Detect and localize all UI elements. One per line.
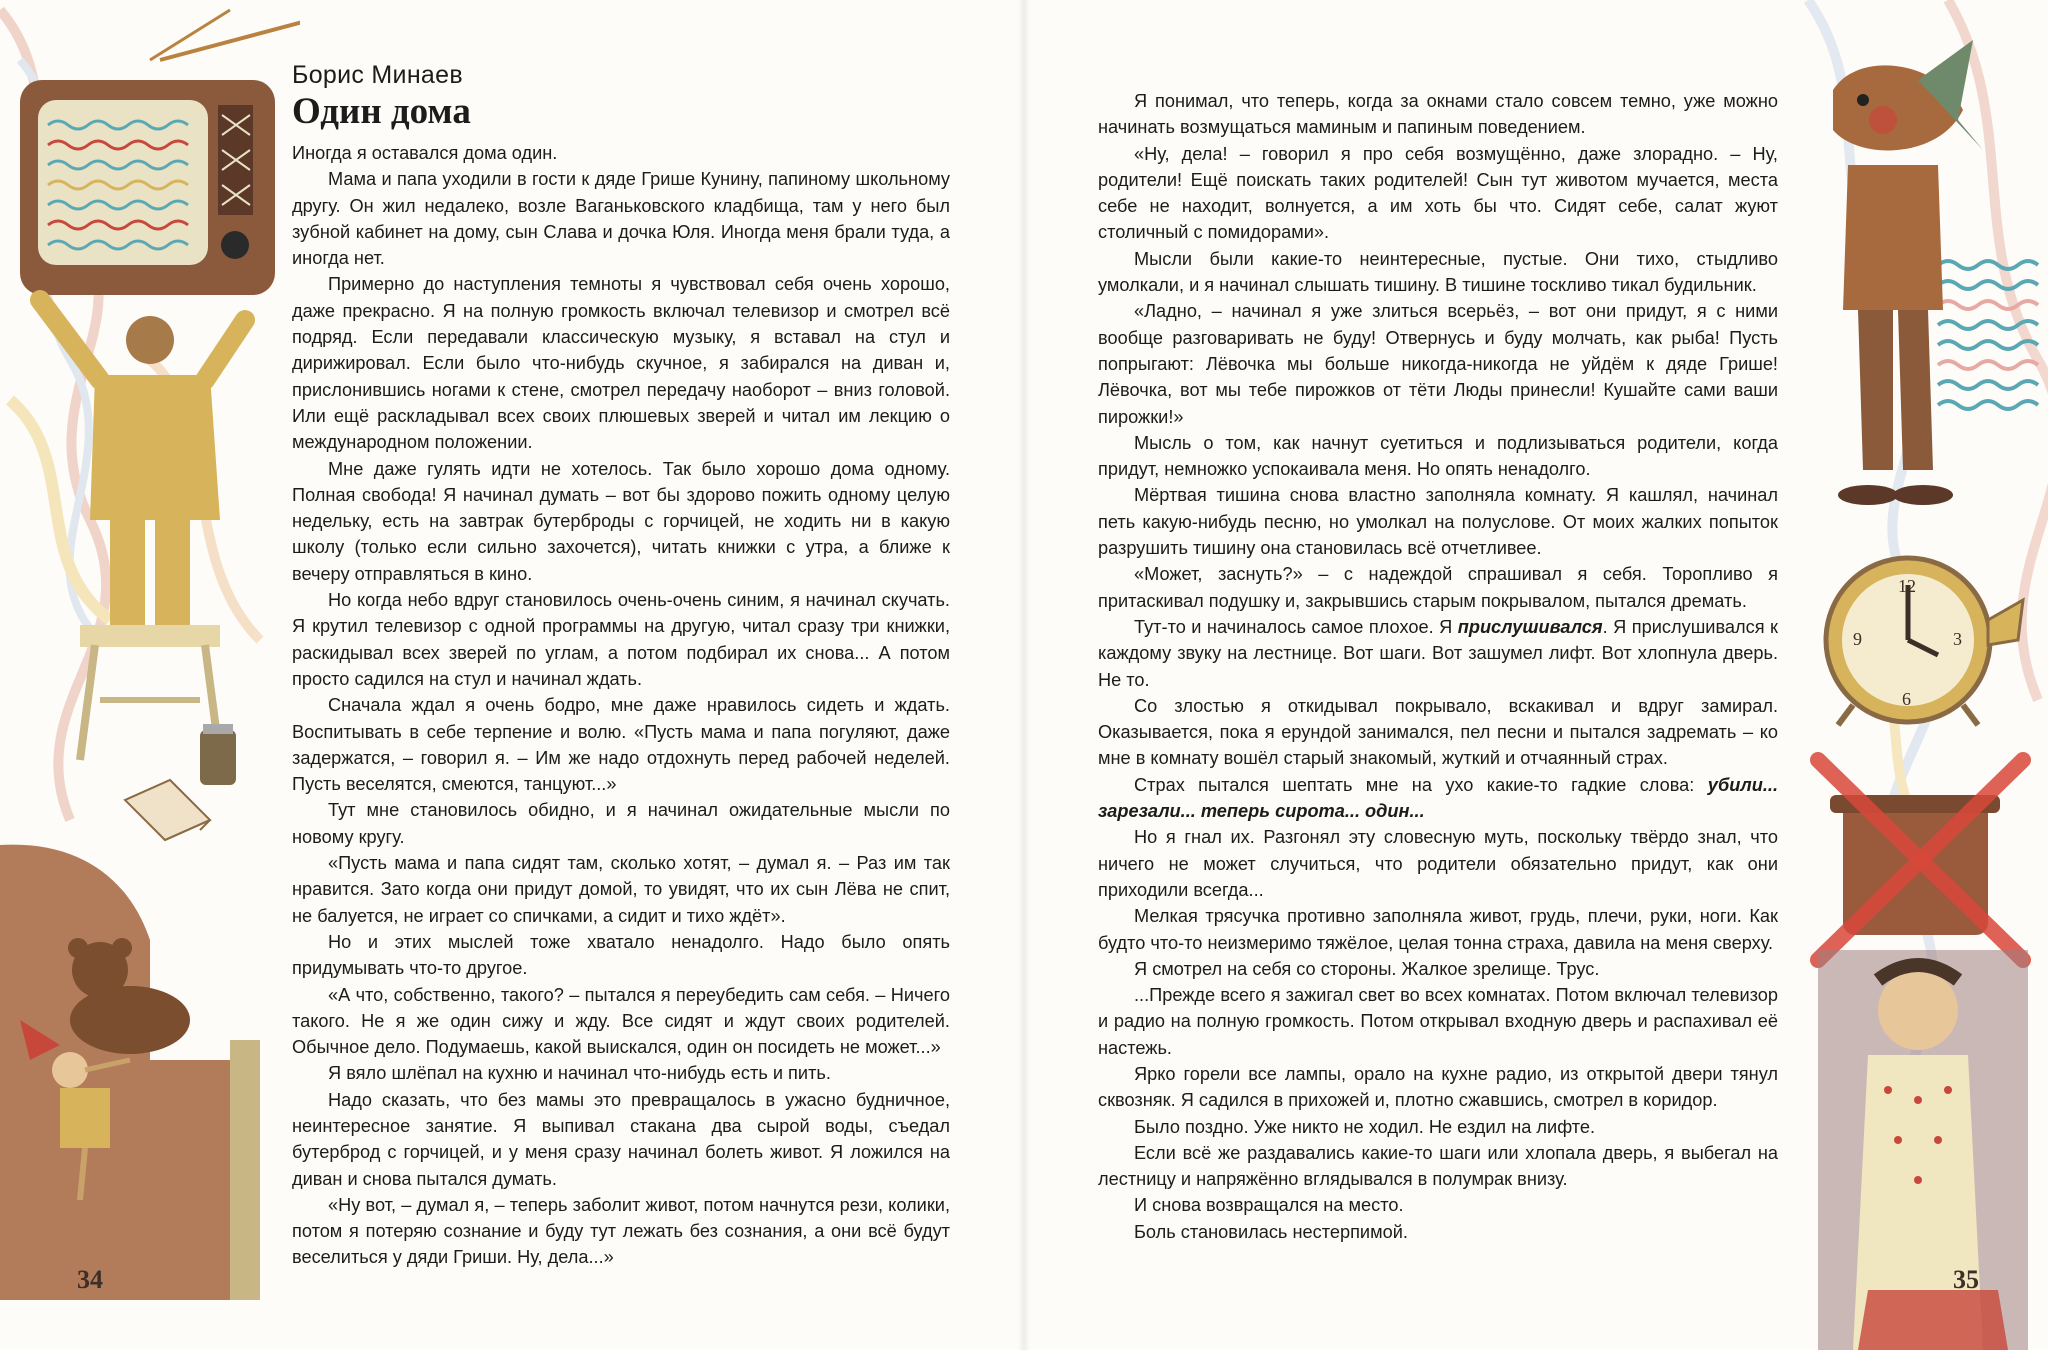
- paragraph: «А что, собственно, такого? – пытался я переубедить сам себя. – Ничего такого. Не я же один сижу и жду. Все сидят и ждут своих родителей. Обычное дело. Подумаешь, какой выискался, один он посидеть не может...»: [292, 984, 950, 1058]
- paragraph: Но и этих мыслей тоже хватало ненадолго. Надо было опять придумывать что-то другое.: [292, 931, 950, 979]
- paragraph: Тут-то и начиналось самое плохое. Я прислушивался. Я прислушивался к каждому звуку на лестнице. Вот шаги. Вот зашумел лифт. Вот хлопнула дверь. Не то.: [1098, 616, 1779, 690]
- paragraph: Я смотрел на себя со стороны. Жалкое зрелище. Трус.: [1134, 958, 1600, 979]
- paragraph: Я вяло шлёпал на кухню и начинал что-нибудь есть и пить.: [328, 1063, 831, 1084]
- paragraph: Со злостью я откидывал покрывало, вскакивал и вдруг замирал. Оказывается, пока я ерундой занимался, пел песни и пытался задремать – ко мне в комнату вошёл старый знакомый, жуткий и отчаянный страх.: [1098, 695, 1778, 769]
- fish-headed-boy-icon: [1833, 40, 1983, 505]
- paragraph: Тут мне становилось обидно, и я начинал ожидательные мысли по новому кругу.: [292, 800, 950, 847]
- left-illustration: [0, 0, 300, 1350]
- paragraph: Мысль о том, как начнут суетиться и подлизываться родители, когда придут, немножко успокаивала меня. Но опять ненадолго.: [1098, 432, 1778, 480]
- right-paragraphs: [1098, 88, 1778, 1245]
- right-page: [1024, 0, 2048, 1350]
- paragraph: Но я гнал их. Разгонял эту словесную муть, поскольку твёрдо знал, что ничего не может случиться, что родители обязательно придут, как они приходили всегда...: [1098, 827, 1778, 900]
- paragraph: Но когда небо вдруг становилось очень-очень синим, я начинал скучать. Я крутил телевизор с одной программы на другую, читал сразу три книжки, раскидывал всех зверей по углам, а потом подбирал их снова... А потом просто садился на стул и начинал ждать.: [292, 590, 950, 689]
- alarm-clock-icon: [1826, 558, 2023, 725]
- paragraph: Надо сказать, что без мамы это превращалось в ужасно будничное, неинтересное занятие. Я выпивал стакана два сырой воды, съедал бутерброд с горчицей, и у меня сразу начинал болеть живот. Я ложился на диван и снова пытался думать.: [292, 1089, 950, 1189]
- svg-text:3: 3: [1953, 629, 1962, 649]
- author-name: Борис Минаев: [292, 61, 463, 89]
- left-paragraphs: [292, 140, 950, 1271]
- paragraph: Мама и папа уходили в гости к дяде Грише Кунину, папиному школьному другу. Он жил недалеко, возле Ваганьковского кладбища, там у него был зубной кабинет на дому, сын Слава и дочка Юля. Иногда меня брали туда, а иногда нет.: [292, 169, 950, 269]
- paragraph: ...Прежде всего я зажигал свет во всех комнатах. Потом включал телевизор и радио на полную громкость. Потом открывал входную дверь и распахивал её настежь.: [1098, 985, 1778, 1058]
- paragraph: Боль становилась нестерпимой.: [1134, 1221, 1408, 1242]
- paragraph: Было поздно. Уже никто не ходил. Не ездил на лифте.: [1134, 1116, 1596, 1137]
- page-number-left: 34: [77, 1265, 103, 1294]
- paragraph: «Ладно, – начинал я уже злиться всерьёз, – вот они придут, я с ними вообще разговаривать не буду! Отвернусь и буду молчать, как рыба! Пусть попрыгают: Лёвочка мы больше никогда-никогда не уйдём к дяде Грише! Лёвочка, вот мы тебе пирожков от тёти Люды принесли! Кушайте сами ваши пирожки!»: [1098, 301, 1778, 427]
- paragraph: Мысли были какие-то неинтересные, пустые. Они тихо, стыдливо умолкали, и я начинал слышать тишину. В тишине тоскливо тикал будильник.: [1098, 248, 1778, 296]
- paragraph: Мёртвая тишина снова властно заполняла комнату. Я кашлял, начинал петь какую-нибудь песню, но умолкал на полуслове. От моих жалких попыток разрушить тишину она становилась всё отчетливее.: [1098, 485, 1778, 559]
- open-book-icon: [125, 780, 210, 840]
- paragraph: Иногда я оставался дома один.: [292, 143, 558, 163]
- paragraph: Страх пытался шептать мне на ухо какие-то гадкие слова: убили... зарезали... теперь сирота... один...: [1098, 774, 1778, 822]
- paragraph: Мне даже гулять идти не хотелось. Так было хорошо дома одному. Полная свобода! Я начинал думать – вот бы здорово пожить одному целую недельку, есть на завтрак бутерброды с горчицей, не ходить ни в какую школу (только если сильно захочется), читать книжки с утра, а ближе к вечеру отправляться в кино.: [292, 458, 950, 584]
- paragraph: Я понимал, что теперь, когда за окнами стало совсем темно, уже можно начинать возмущаться маминым и папиным поведением.: [1098, 91, 1778, 138]
- book-gutter: [1018, 0, 1030, 1350]
- story-title: Один дома: [292, 91, 471, 132]
- left-text-column: [292, 60, 950, 1271]
- paragraph: Ярко горели все лампы, орало на кухне радио, из открытой двери тянул сквозняк. Я садился в прихожей и, плотно сжавшись, смотрел в коридор.: [1098, 1063, 1778, 1111]
- paragraph: Сначала ждал я очень бодро, мне даже нравилось сидеть и ждать. Воспитывать в себе терпение и волю. «Пусть мама и папа погуляют, даже задержатся, – говорил я. – Им же надо отдохнуть перед рабочей неделей. Пусть веселятся, смеются, танцуют...»: [292, 695, 950, 795]
- right-text-column: [1098, 88, 1778, 1245]
- paragraph: «Пусть мама и папа сидят там, сколько хотят, – думал я. – Раз им так нравится. Зато когда они придут домой, то увидят, что их сын Лёва не спит, не балуется, не играет со спичками, а сидит и тихо ждёт».: [292, 853, 950, 926]
- paragraph: Примерно до наступления темноты я чувствовал себя очень хорошо, даже прекрасно. Я на полную громкость включал телевизор и смотрел всё подряд. Если передавали классическую музыку, я вставал на стул и дирижировал. Если было что-нибудь скучное, я забирался на диван и, прислонившись ногами к стене, смотрел передачу наоборот – вниз головой. Или ещё раскладывал всех своих плюшевых зверей и читал им лекцию о международном положении.: [292, 274, 950, 453]
- crossed-out-pot-icon: [1818, 760, 2023, 960]
- svg-text:6: 6: [1902, 689, 1911, 709]
- paragraph: «Ну вот, – думал я, – теперь заболит живот, потом начнутся рези, колики, потом я потеряю сознание и буду тут лежать без сознания, а они всё будут веселиться у дяди Гриши. Ну, дела...»: [292, 1194, 950, 1268]
- paragraph: Если всё же раздавались какие-то шаги или хлопала дверь, я выбегал на лестницу и напряжённо вглядывался в полумрак внизу.: [1098, 1142, 1778, 1190]
- old-tv-icon: [20, 10, 300, 295]
- svg-text:9: 9: [1853, 629, 1862, 649]
- boy-in-bed-icon: [1818, 950, 2028, 1350]
- svg-text:12: 12: [1898, 576, 1916, 596]
- right-illustration: [1798, 0, 2048, 1350]
- paragraph: «Ну, дела! – говорил я про себя возмущённо, даже злорадно. – Ну, родители! Ещё поискать таких родителей! Сын тут животом мучается, места себе не находит, волнуется, а им хоть бы что. Сидят себе, салат жуют столичный с помидорами».: [1098, 143, 1778, 243]
- jar-icon: [200, 724, 236, 785]
- paragraph: И снова возвращался на место.: [1134, 1195, 1404, 1216]
- armchair-icon: [0, 845, 260, 1300]
- paragraph: Мелкая трясучка противно заполняла живот, грудь, плечи, руки, ноги. Как будто что-то неизмеримо тяжёлое, целая тонна страха, давила на меня сверху.: [1098, 906, 1778, 953]
- page-number-right: 35: [1953, 1265, 1979, 1294]
- paragraph: «Может, заснуть?» – с надеждой спрашивал я себя. Торопливо я притаскивал подушку и, закрывшись старым покрывалом, пытался дремать.: [1098, 564, 1778, 611]
